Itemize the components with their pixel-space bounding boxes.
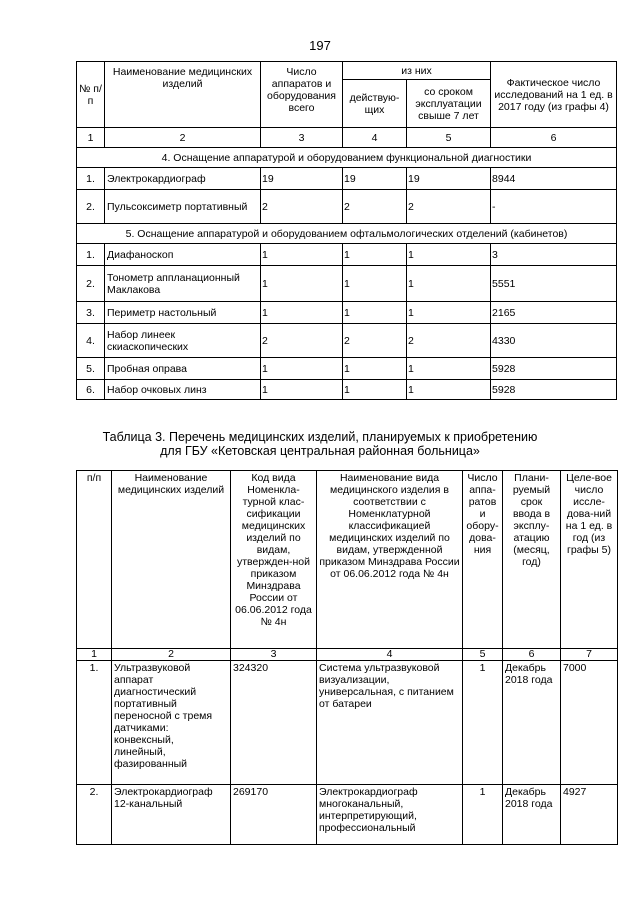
row-total: 1 — [261, 266, 343, 302]
row-total: 2 — [261, 324, 343, 358]
table-row — [77, 190, 617, 224]
row-active: 19 — [343, 168, 407, 190]
header-name: Наименование медицинских изделий — [105, 62, 261, 128]
row-over7: 19 — [407, 168, 491, 190]
row-target: 7000 — [561, 661, 618, 785]
row-count: 1 — [463, 661, 503, 785]
row-total: 2 — [261, 190, 343, 224]
row-term: Декабрь 2018 года — [503, 661, 561, 785]
row-actual: 5928 — [491, 380, 617, 400]
section-title: 4. Оснащение аппаратурой и оборудованием функциональной диагностики — [77, 148, 617, 168]
row-actual: 2165 — [491, 302, 617, 324]
row-term: Декабрь 2018 года — [503, 785, 561, 845]
header-total: Число аппаратов и оборудования всего — [261, 62, 343, 128]
row-code: 269170 — [231, 785, 317, 845]
table-row — [77, 168, 617, 190]
row-number: 5. — [77, 358, 105, 380]
header-over7: со сроком эксплуатации свыше 7 лет — [407, 80, 491, 128]
row-total: 1 — [261, 380, 343, 400]
row-actual: 8944 — [491, 168, 617, 190]
header-count: Число аппа-ратов и обору-дова-ния — [463, 471, 503, 649]
row-kind: Система ультразвуковой визуализации, универсальная, с питанием от батареи — [317, 661, 463, 785]
col-number: 5 — [407, 128, 491, 148]
row-actual: 4330 — [491, 324, 617, 358]
row-name: Набор линеек скиаскопических — [105, 324, 261, 358]
page-number: 197 — [309, 38, 331, 53]
col-number: 1 — [77, 649, 112, 661]
row-name: Электрокардиограф 12-канальный — [112, 785, 231, 845]
table-row — [77, 302, 617, 324]
row-over7: 1 — [407, 358, 491, 380]
col-number: 1 — [77, 128, 105, 148]
row-active: 1 — [343, 244, 407, 266]
column-numbers-row — [77, 649, 618, 661]
header-kind: Наименование вида медицинского изделия в соответствии с Номенклатурной классификацией медицинских изделий по видам, утвержденной приказом Минздрава России от 06.06.2012 года № 4н — [317, 471, 463, 649]
planned-purchases-table — [76, 470, 618, 845]
row-name: Электрокардиограф — [105, 168, 261, 190]
row-active: 1 — [343, 266, 407, 302]
row-actual: 5928 — [491, 358, 617, 380]
header-code: Код вида Номенкла-турной клас-сификации медицинских изделий по видам, утвержден-ной приказом Минздрава России от 06.06.2012 года № 4н — [231, 471, 317, 649]
row-total: 1 — [261, 244, 343, 266]
col-number: 4 — [343, 128, 407, 148]
row-active: 1 — [343, 302, 407, 324]
col-number: 2 — [112, 649, 231, 661]
col-number: 4 — [317, 649, 463, 661]
row-active: 1 — [343, 358, 407, 380]
table-row — [77, 661, 618, 785]
row-over7: 2 — [407, 190, 491, 224]
row-count: 1 — [463, 785, 503, 845]
col-number: 2 — [105, 128, 261, 148]
row-number: 1. — [77, 244, 105, 266]
table-row — [77, 324, 617, 358]
row-over7: 1 — [407, 244, 491, 266]
column-numbers-row — [77, 128, 617, 148]
row-actual: - — [491, 190, 617, 224]
col-number: 6 — [503, 649, 561, 661]
table-row — [77, 358, 617, 380]
row-over7: 2 — [407, 324, 491, 358]
row-name: Набор очковых линз — [105, 380, 261, 400]
row-number: 4. — [77, 324, 105, 358]
header-name: Наименование медицинских изделий — [112, 471, 231, 649]
row-name: Тонометр аппланационный Маклакова — [105, 266, 261, 302]
row-active: 2 — [343, 324, 407, 358]
row-number: 1. — [77, 168, 105, 190]
col-number: 3 — [231, 649, 317, 661]
row-over7: 1 — [407, 266, 491, 302]
equipment-table — [76, 61, 617, 400]
section-row — [77, 148, 617, 168]
header-row — [77, 62, 617, 80]
row-target: 4927 — [561, 785, 618, 845]
header-actual: Фактическое число исследований на 1 ед. в 2017 году (из графы 4) — [491, 62, 617, 128]
col-number: 5 — [463, 649, 503, 661]
table-row — [77, 266, 617, 302]
row-actual: 3 — [491, 244, 617, 266]
col-number: 6 — [491, 128, 617, 148]
table-row — [77, 785, 618, 845]
header-row — [77, 471, 618, 649]
section-title: 5. Оснащение аппаратурой и оборудованием офтальмологических отделений (кабинетов) — [77, 224, 617, 244]
row-over7: 1 — [407, 302, 491, 324]
col-number: 7 — [561, 649, 618, 661]
row-number: 6. — [77, 380, 105, 400]
table-caption — [0, 430, 640, 458]
caption-line: Таблица 3. Перечень медицинских изделий, планируемых к приобретению — [102, 430, 538, 444]
header-of-them: из них — [343, 62, 491, 80]
table-row — [77, 244, 617, 266]
row-total: 1 — [261, 302, 343, 324]
header-num: п/п — [77, 471, 112, 649]
row-name: Периметр настольный — [105, 302, 261, 324]
row-number: 3. — [77, 302, 105, 324]
row-over7: 1 — [407, 380, 491, 400]
header-num: № п/п — [77, 62, 105, 128]
row-active: 1 — [343, 380, 407, 400]
row-number: 2. — [77, 190, 105, 224]
header-active: действую-щих — [343, 80, 407, 128]
row-name: Ультразвуковой аппарат диагностический портативный переносной с тремя датчиками: конвексный, линейный, фазированный — [112, 661, 231, 785]
row-actual: 5551 — [491, 266, 617, 302]
header-target: Целе-вое число иссле-дова-ний на 1 ед. в год (из графы 5) — [561, 471, 618, 649]
row-kind: Электрокардиограф многоканальный, интерпретирующий, профессиональный — [317, 785, 463, 845]
caption-line: для ГБУ «Кетовская центральная районная больница» — [160, 444, 480, 458]
header-term: Плани-руемый срок ввода в эксплу-атацию (месяц, год) — [503, 471, 561, 649]
table-row — [77, 380, 617, 400]
row-name: Диафаноскоп — [105, 244, 261, 266]
row-code: 324320 — [231, 661, 317, 785]
row-active: 2 — [343, 190, 407, 224]
row-number: 2. — [77, 785, 112, 845]
row-name: Пробная оправа — [105, 358, 261, 380]
row-total: 19 — [261, 168, 343, 190]
section-row — [77, 224, 617, 244]
col-number: 3 — [261, 128, 343, 148]
row-total: 1 — [261, 358, 343, 380]
row-number: 1. — [77, 661, 112, 785]
row-name: Пульсоксиметр портативный — [105, 190, 261, 224]
row-number: 2. — [77, 266, 105, 302]
